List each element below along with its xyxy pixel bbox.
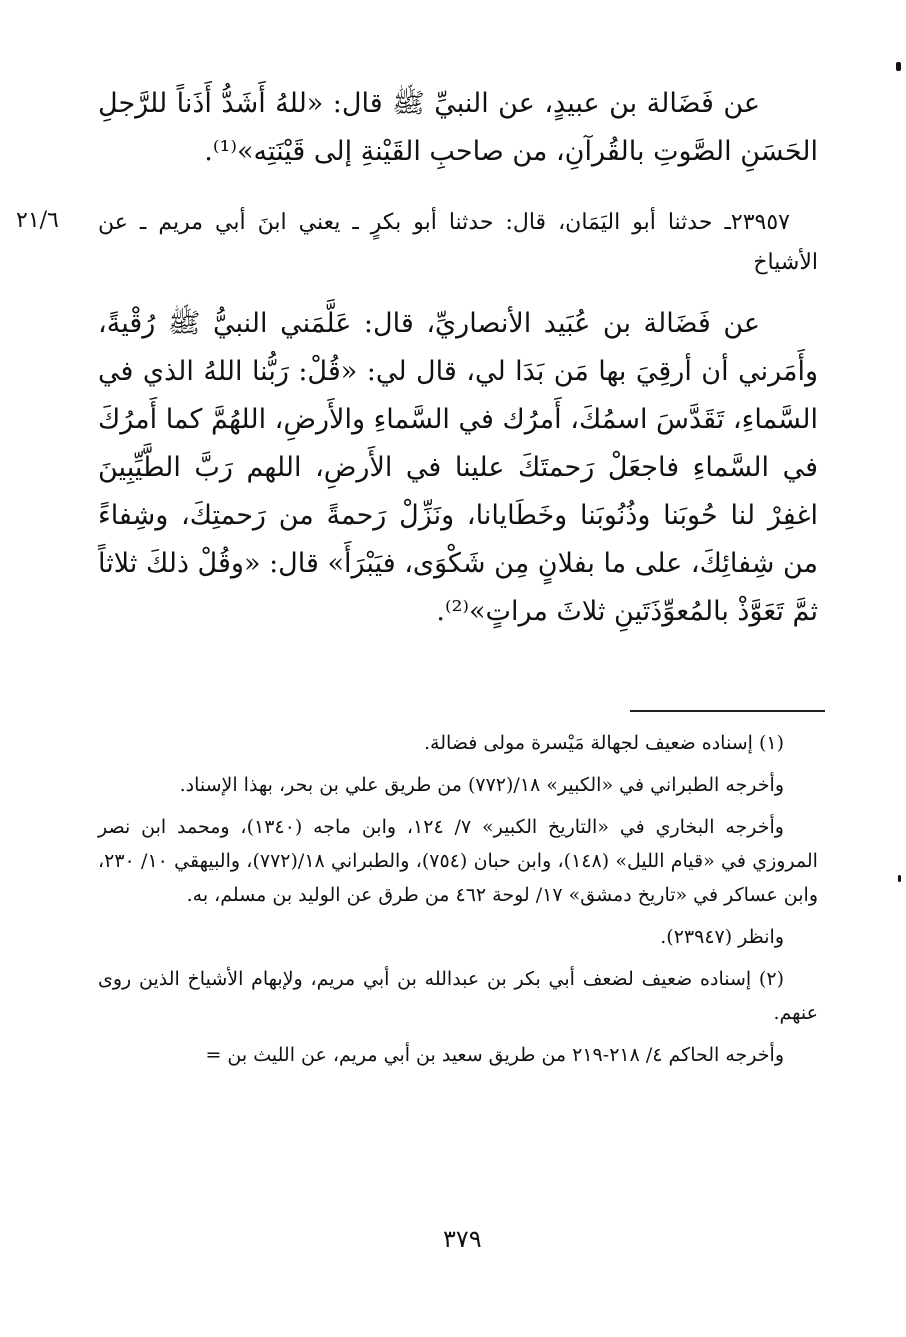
hadith-chain-23957: ٢٣٩٥٧ـ حدثنا أبو اليَمَان، قال: حدثنا أبو بكرٍ ـ يعني ابنَ أبي مريم ـ عن الأشياخ bbox=[98, 210, 818, 275]
footnote-2-source-1: وأخرجه الحاكم ٤/ ٢١٨-٢١٩ من طريق سعيد بن أبي مريم، عن الليث بن = bbox=[205, 1044, 784, 1066]
hadith-text-1: عن فَضَالة بن عبيدٍ، عن النبيِّ ﷺ قال: «للهُ أَشَدُّ أَذَناً للرَّجلِ الحَسَنِ الصَّوتِ بالقُرآنِ، من صاحبِ القَيْنةِ إلى قَيْنَتِه»⁽¹⁾. bbox=[98, 88, 818, 167]
footnote-2: (٢) إسناده ضعيف لضعف أبي بكر بن عبدالله بن أبي مريم، ولإبهام الأشياخ الذين روى عنهم. bbox=[98, 968, 818, 1024]
footnote-1-see-also: وانظر (٢٣٩٤٧). bbox=[660, 926, 784, 948]
edge-mark-top bbox=[896, 62, 901, 71]
margin-reference: ٢١/٦ bbox=[16, 208, 59, 233]
footnote-1-source-2: وأخرجه البخاري في «التاريخ الكبير» ٧/ ١٢٤، وابن ماجه (١٣٤٠)، ومحمد ابن نصر المروزي في «قيام الليل» (١٤٨)، وابن حبان (٧٥٤)، والطبراني ١٨/(٧٧٢)، والبيهقي ١٠/ ٢٣٠، وابن عساكر في «تاريخ دمشق» ١٧/ لوحة ٤٦٢ من طرق عن الوليد بن مسلم، به. bbox=[98, 816, 818, 906]
edge-mark-middle bbox=[898, 875, 901, 882]
footnote-1: (١) إسناده ضعيف لجهالة مَيْسرة مولى فضالة. bbox=[424, 732, 784, 754]
footnote-1-source-1: وأخرجه الطبراني في «الكبير» ١٨/(٧٧٢) من طريق علي بن بحر، بهذا الإسناد. bbox=[179, 774, 784, 796]
footnote-divider bbox=[630, 710, 825, 712]
hadith-text-2: عن فَضَالة بن عُبَيد الأنصاريِّ، قال: عَلَّمَني النبيُّ ﷺ رُقْيةً، وأَمَرني أن أرقِيَ بها مَن بَدَا لي، قال لي: «قُلْ: رَبُّنا اللهُ الذي في السَّماءِ، تَقَدَّسَ اسمُكَ، أَمرُك في السَّماءِ والأَرضِ، اللهُمَّ كما أَمرُكَ في السَّماءِ فاجعَلْ رَحمتَكَ علينا في الأَرضِ، اللهم رَبَّ الطَّيِّبِينَ اغفِرْ لنا حُوبَنا وذُنُوبَنا وخَطَايانا، ونَزِّلْ رَحمةً من رَحمتِكَ، وشِفاءً من شِفائِكَ، على ما بفلانٍ مِن شَكْوَى، فيَبْرَأَ» قال: «وقُلْ ذلكَ ثلاثاً ثمَّ تَعَوَّذْ بالمُعوِّذَتَينِ ثلاثَ مراتٍ»⁽²⁾. bbox=[98, 308, 818, 627]
footnotes bbox=[98, 726, 818, 1080]
page-number: ٣٧٩ bbox=[443, 1225, 482, 1253]
